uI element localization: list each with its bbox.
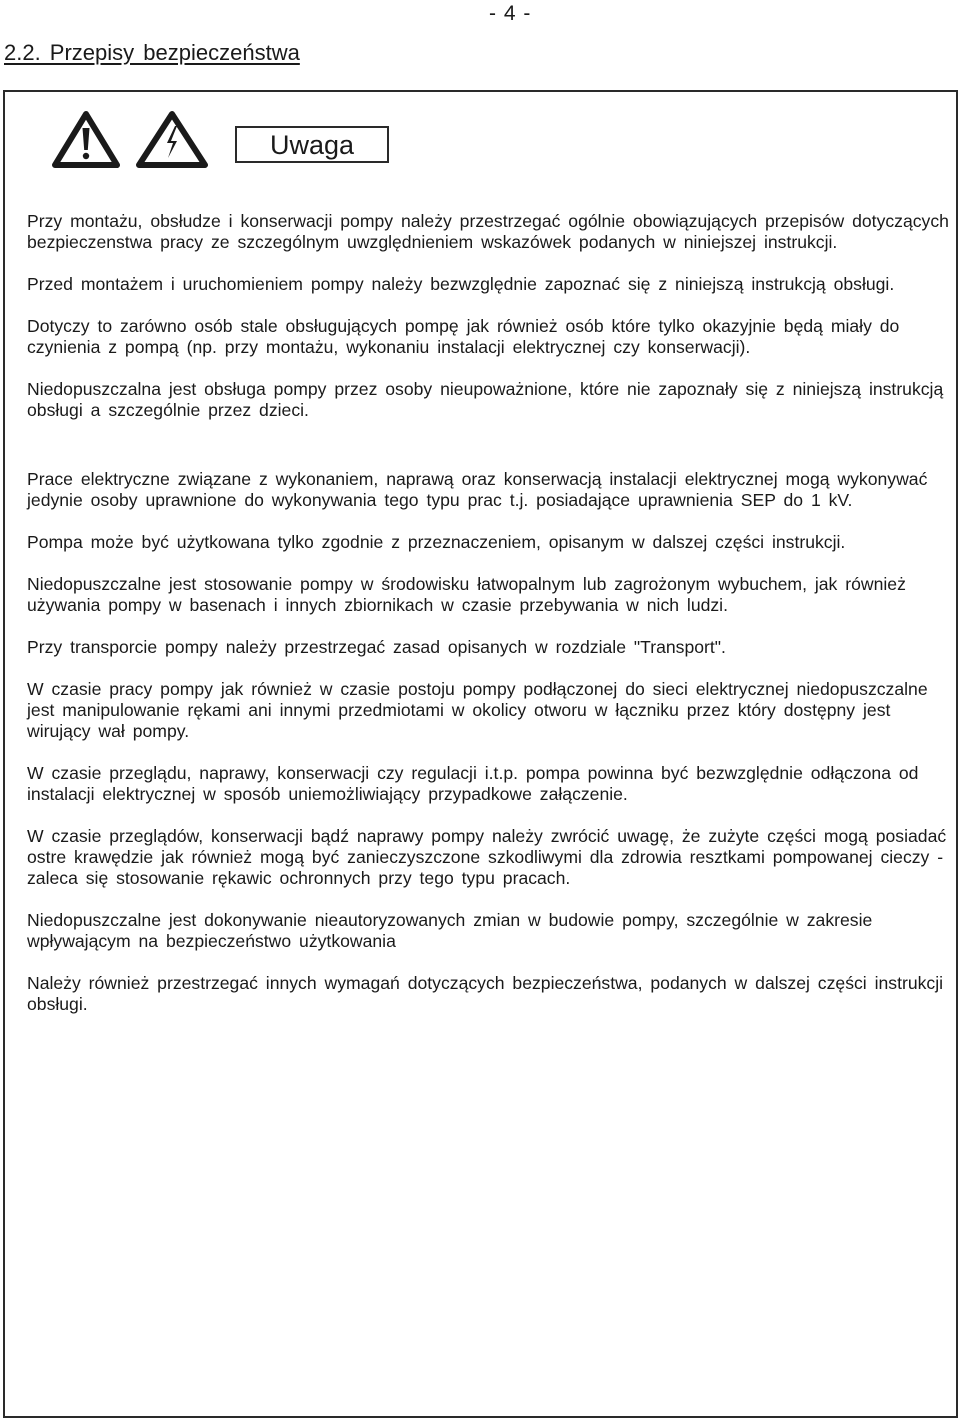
paragraph: Prace elektryczne związane z wykonaniem, naprawą oraz konserwacją instalacji elektrycznej mogą wykonywać jedynie osoby uprawnione do wykonywania tego typu prac t.j. posiadające uprawnienia SEP do 1 kV. — [27, 469, 928, 510]
paragraph: Należy również przestrzegać innych wymagań dotyczących bezpieczeństwa, podanych w dalszej części instrukcji obsługi. — [27, 973, 944, 1014]
paragraph: Przed montażem i uruchomieniem pompy należy bezwzględnie zapoznać się z niniejszą instrukcją obsługi. — [27, 274, 895, 294]
paragraph: W czasie pracy pompy jak również w czasie postoju pompy podłączonej do sieci elektrycznej niedopuszczalne jest manipulowanie rękami ani innymi przedmiotami w okolicy otworu w łączniku przez który dostępny jest wirujący wał pompy. — [27, 679, 928, 741]
page-number: - 4 - — [489, 2, 532, 25]
paragraph: Pompa może być użytkowana tylko zgodnie z przeznaczeniem, opisanym w dalszej części instrukcji. — [27, 532, 846, 552]
paragraph: Przy transporcie pompy należy przestrzegać zasad opisanych w rozdziale "Transport". — [27, 637, 726, 657]
electrical-hazard-icon — [133, 108, 211, 170]
paragraph: W czasie przeglądów, konserwacji bądź naprawy pompy należy zwrócić uwagę, że zużyte części mogą posiadać ostre krawędzie jak również mogą być zanieczyszczone szkodliwymi dla zdrowia resztkami pompowanej cieczy - zaleca się stosowanie rękawic ochronnych przy tego typu pracach. — [27, 826, 947, 888]
paragraph: Dotyczy to zarówno osób stale obsługujących pompę jak również osób które tylko okazyjnie będą miały do czynienia z pompą (np. przy montażu, wykonaniu instalacji elektrycznej czy konserwacji). — [27, 316, 900, 357]
paragraph: Przy montażu, obsłudze i konserwacji pompy należy przestrzegać ogólnie obowiązujących przepisów dotyczących bezpieczenstwa pracy ze szczególnym uwzględnieniem wskazówek podanych w niniejszej instrukcji. — [27, 211, 949, 252]
paragraph: Niedopuszczalne jest dokonywanie nieautoryzowanych zmian w budowie pompy, szczególnie w zakresie wpływającym na bezpieczeństwo użytkowania — [27, 910, 873, 951]
section-heading: 2.2. Przepisy bezpieczeństwa — [4, 40, 300, 65]
warning-label-box: Uwaga — [235, 126, 389, 163]
general-warning-icon — [50, 108, 122, 170]
paragraph: W czasie przeglądu, naprawy, konserwacji czy regulacji i.t.p. pompa powinna być bezwzględnie odłączona od instalacji elektrycznej w sposób uniemożliwiający przypadkowe załączenie. — [27, 763, 919, 804]
safety-text — [27, 211, 953, 1036]
paragraph: Niedopuszczalne jest stosowanie pompy w środowisku łatwopalnym lub zagrożonym wybuchem, jak również używania pompy w basenach i innych zbiornikach w czasie przebywania w nich ludzi. — [27, 574, 906, 615]
paragraph: Niedopuszczalna jest obsługa pompy przez osoby nieupoważnione, które nie zapoznały się z niniejszą instrukcją obsługi a szczególnie przez dzieci. — [27, 379, 944, 420]
